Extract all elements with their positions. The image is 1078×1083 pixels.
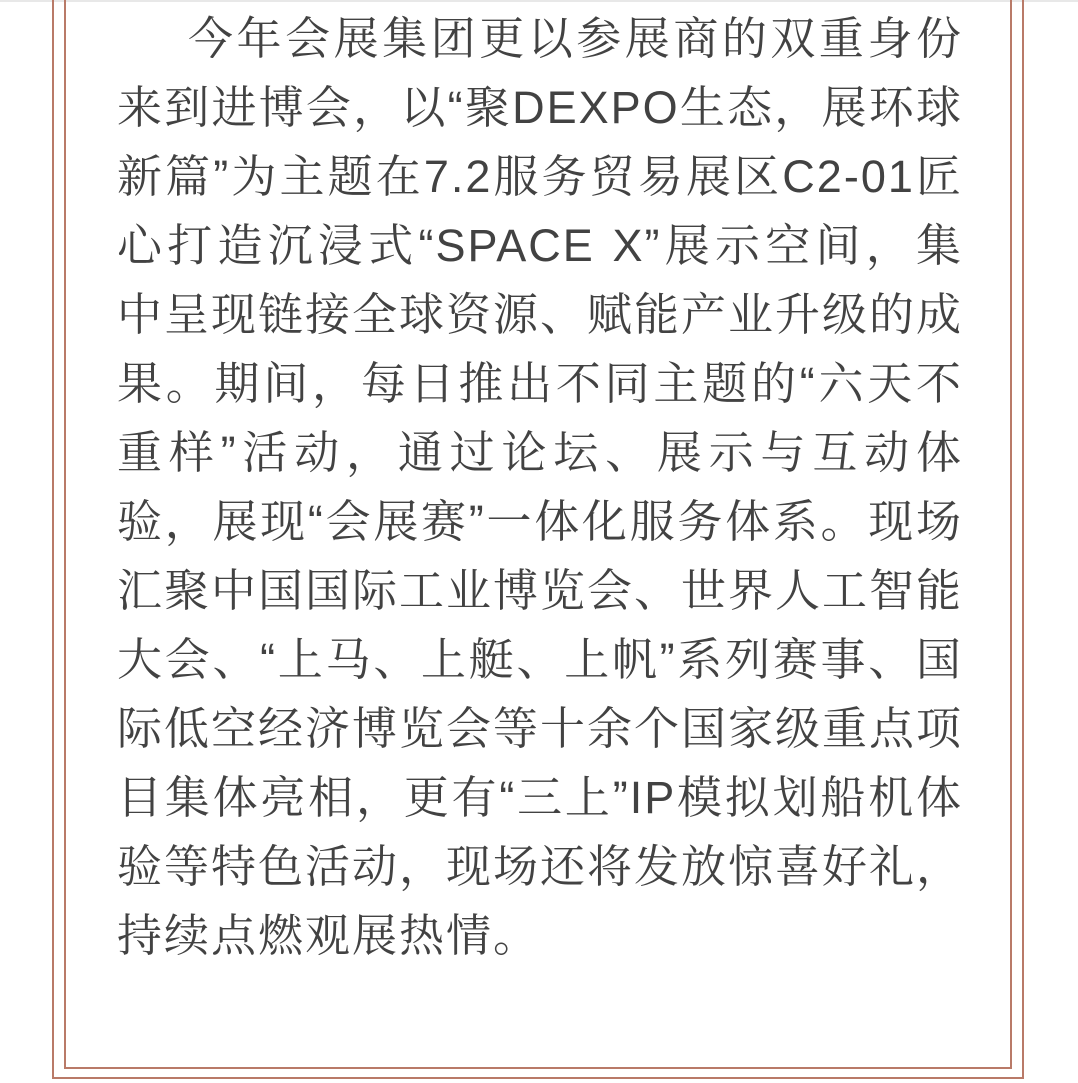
- article-paragraph: 今年会展集团更以参展商的双重身份来到进博会，以“聚DEXPO生态，展环球新篇”为主题在7.2服务贸易展区C2-01匠心打造沉浸式“SPACE X”展示空间，集中呈现链接全球资源、赋能产业升级的成果。期间，每日推出不同主题的“六天不重样”活动，通过论坛、展示与互动体验，展现“会展赛”一体化服务体系。现场汇聚中国国际工业博览会、世界人工智能大会、“上马、上艇、上帆”系列赛事、国际低空经济博览会等十余个国家级重点项目集体亮相，更有“三上”IP模拟划船机体验等特色活动，现场还将发放惊喜好礼，持续点燃观展热情。: [117, 13, 964, 961]
- article-body: [117, 4, 963, 970]
